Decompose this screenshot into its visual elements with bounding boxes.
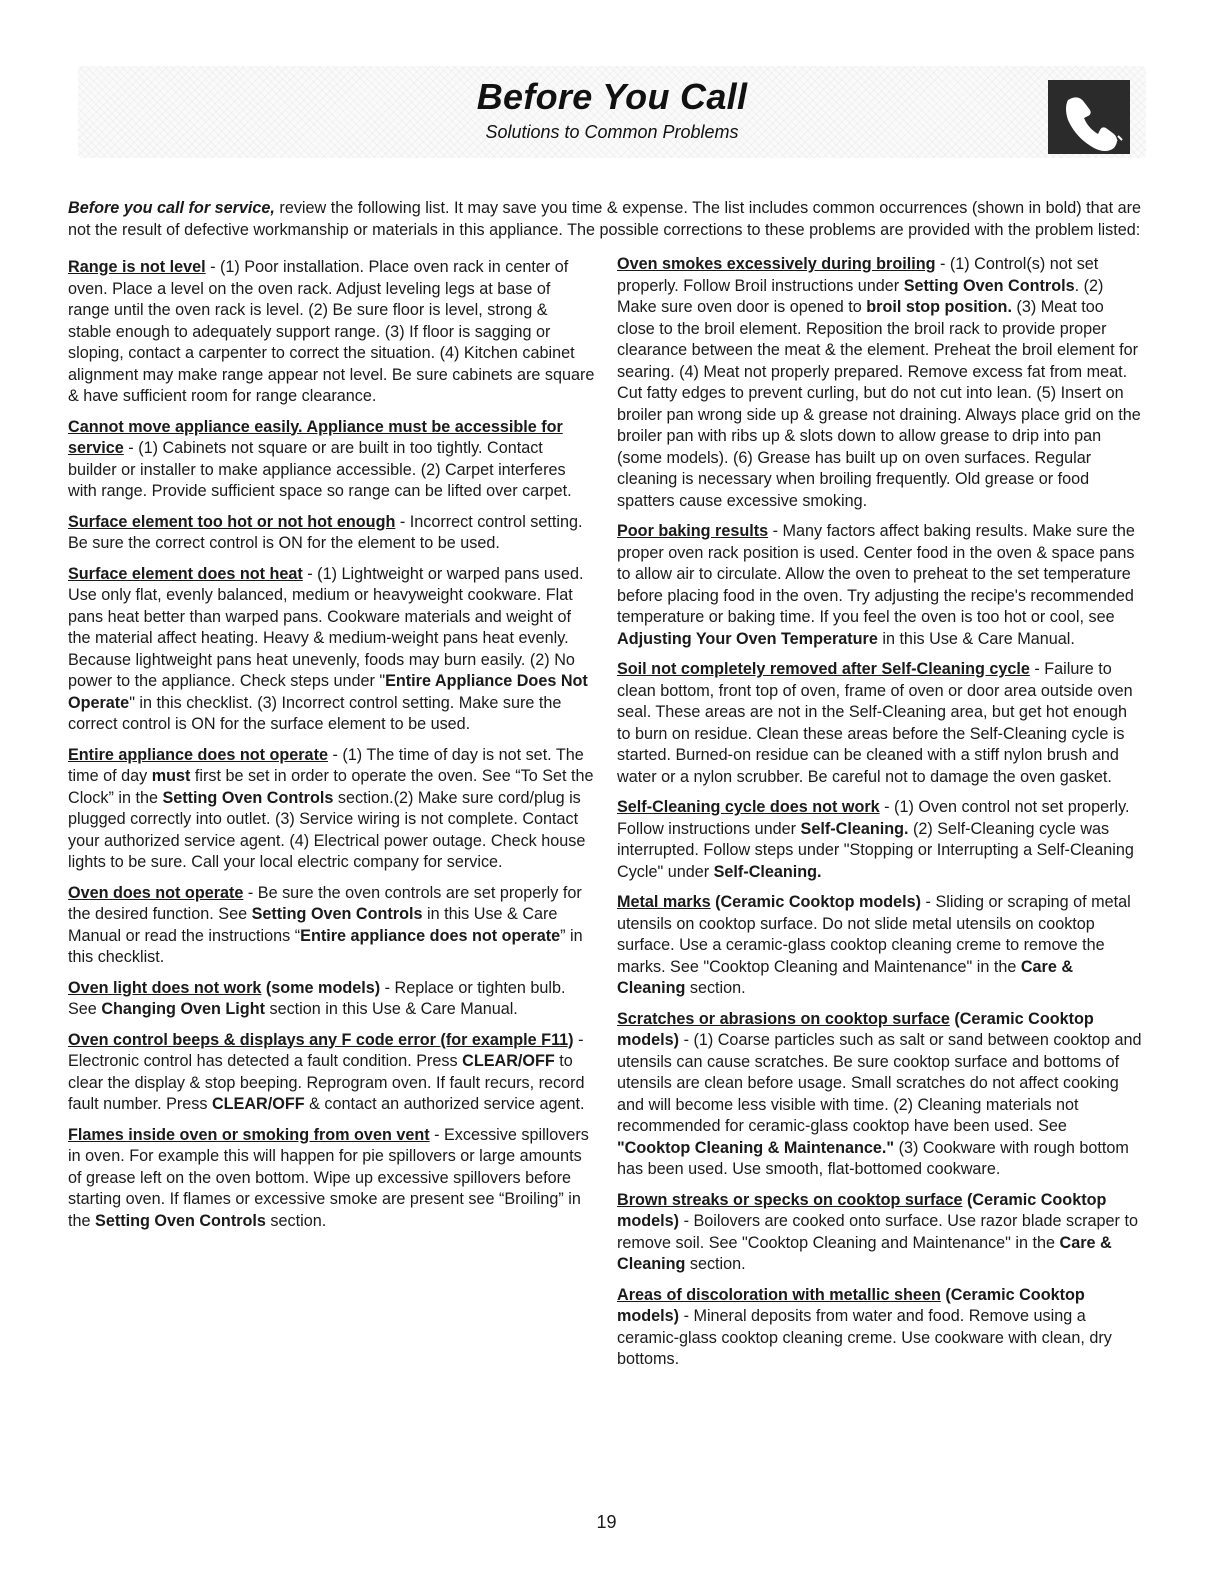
entry-text: - (1) The time of day is not set. The time of day — [68, 745, 584, 785]
entry-text: - (1) Lightweight or warped pans used. Use only flat, evenly balanced, medium or heavyweight cookware. Flat pans heat better than warped pans. Cookware materials and weight of the material affect heating. Heavy & medium-weight pans heat evenly. Because lightweight pans heat unevenly, foods may burn easily. (2) No power to the appliance. Check steps under " — [68, 564, 584, 690]
troubleshooting-entry — [68, 417, 595, 503]
problem-title: Surface element too hot or not hot enough — [68, 512, 396, 531]
problem-title: Self-Cleaning cycle does not work — [617, 798, 880, 816]
entry-text: - Boilovers are cooked onto surface. Use razor blade scraper to remove soil. See "Cooktop Cleaning and Maintenance" in the — [617, 1212, 1138, 1252]
page-title: Before You Call — [476, 76, 748, 117]
emphasis: Setting Oven Controls — [903, 276, 1075, 295]
problem-title: Brown streaks or specks on cooktop surface — [617, 1190, 963, 1209]
troubleshooting-entry — [617, 254, 1144, 512]
problem-title: Metal marks — [617, 893, 711, 911]
troubleshooting-entry — [68, 1030, 595, 1116]
problem-title: Scratches or abrasions on cooktop surface — [617, 1009, 950, 1028]
entry-text: - Sliding or scraping of metal utensils on cooktop surface. Do not slide metal utensils on cooktop surface. Use a ceramic-glass cooktop cleaning creme to remove the marks. See "Cooktop Cleaning and Maintenance" in the — [617, 893, 1131, 976]
entry-text: ” in this checklist. — [68, 926, 583, 966]
entry-text: - Excessive spillovers in oven. For example this will happen for pie spillovers or large amounts of grease left on the oven bottom. Wipe up excessive spillovers before starting oven. If flames or excessive smoke are present see “Broiling” in the — [68, 1125, 589, 1230]
problem-title: Oven control beeps & displays any F code error (for example F11) — [68, 1030, 574, 1049]
troubleshooting-entry — [617, 797, 1144, 883]
intro-text: review the following list. It may save you time & expense. The list includes common occurrences (shown in bold) that are not the result of defective workmanship or materials in this appliance. The possible corrections to these problems are provided with the problem listed: — [68, 199, 1142, 239]
entry-text: - Mineral deposits from water and food. Remove using a ceramic-glass cooktop cleaning creme. Use cookware with clean, dry bottoms. — [617, 1307, 1112, 1368]
problem-qualifier: (Ceramic Cooktop models) — [617, 1285, 1085, 1325]
emphasis: Entire Appliance Does Not Operate — [68, 672, 588, 712]
entry-text: - Be sure the oven controls are set properly for the desired function. See — [68, 883, 582, 923]
problem-qualifier: (some models) — [261, 978, 381, 997]
intro-lead: Before you call for service, — [68, 199, 275, 218]
entry-text: section in this Use & Care Manual. — [264, 1000, 518, 1018]
entry-text: (3) Meat too close to the broil element. Reposition the broil rack to provide proper clearance between the meat & the element. Preheat the broil element for searing. (4) Meat not properly prepared. Remove excess fat from meat. Cut fatty edges to prevent curling, but do not cut into lean. (5) Insert on broiler pan wrong side up & grease not draining. Always place grid on the broiler pan with ribs up & slots down to allow grease to drip into pan (some models). (6) Grease has built up on oven surfaces. Regular cleaning is necessary when broiling frequently. Old grease or food spatters cause excessive smoking. — [617, 298, 1141, 510]
intro-paragraph — [68, 198, 1143, 241]
troubleshooting-entry — [68, 883, 595, 969]
problem-title: Oven does not operate — [68, 883, 244, 902]
problem-qualifier: (Ceramic Cooktop models) — [617, 1190, 1107, 1230]
entry-text: section. — [265, 1211, 327, 1230]
entry-text: - Incorrect control setting. Be sure the correct control is ON for the element to be used. — [68, 512, 583, 552]
problem-title: Flames inside oven or smoking from oven vent — [68, 1125, 430, 1144]
problem-title: Areas of discoloration with metallic sheen — [617, 1285, 941, 1304]
phone-icon — [1048, 80, 1130, 154]
problem-title: Surface element does not heat — [68, 564, 303, 583]
emphasis: "Cooktop Cleaning & Maintenance." — [617, 1138, 895, 1157]
entry-text: & contact an authorized service agent. — [304, 1095, 585, 1113]
problem-title: Oven light does not work — [68, 978, 262, 997]
troubleshooting-entry — [68, 512, 595, 555]
entry-text: - Failure to clean bottom, front top of oven, frame of oven or door area outside oven seal. These areas are not in the Self-Cleaning area, but get hot enough to burn on residue. Clean these areas before the Self-Cleaning cycle is started. Burned-on residue can be cleaned with a stiff nylon brush and water or a nylon scrubber. Be careful not to damage the oven gasket. — [617, 660, 1133, 786]
entry-text: - (1) Control(s) not set properly. Follow Broil instructions under — [617, 255, 1099, 295]
troubleshooting-entry — [68, 564, 595, 736]
left-column — [68, 257, 595, 1241]
troubleshooting-entry — [617, 659, 1144, 788]
entry-text: section. — [685, 979, 746, 997]
troubleshooting-entry — [68, 745, 595, 874]
entry-text: - (1) Oven control not set properly. Follow instructions under — [617, 798, 1130, 838]
emphasis: broil stop position. — [866, 298, 1012, 316]
troubleshooting-entry — [617, 1285, 1144, 1371]
emphasis: Setting Oven Controls — [162, 788, 334, 807]
problem-title: Cannot move appliance easily. Appliance must be accessible for service — [68, 417, 563, 457]
entry-text: - (1) Cabinets not square or are built in too tightly. Contact builder or installer to make appliance accessible. (2) Carpet interferes with range. Provide sufficient space so range can be lifted over carpet. — [68, 439, 572, 500]
page-number: 19 — [596, 1512, 617, 1532]
header-banner — [78, 66, 1146, 158]
entry-text: section. — [685, 1255, 746, 1273]
troubleshooting-entry — [617, 521, 1144, 650]
emphasis: Entire appliance does not operate — [300, 926, 561, 945]
entry-text: . (2) Make sure oven door is opened to — [617, 276, 1104, 316]
entry-text: to clear the display & stop beeping. Reprogram oven. If fault recurs, record fault number. Press — [68, 1052, 585, 1113]
problem-title: Poor baking results — [617, 522, 769, 540]
emphasis: Adjusting Your Oven Temperature — [617, 629, 878, 648]
emphasis: CLEAR/OFF — [462, 1052, 555, 1070]
troubleshooting-entry — [617, 1190, 1144, 1276]
entry-text: in this Use & Care Manual or read the instructions “ — [68, 905, 558, 945]
troubleshooting-entry — [617, 892, 1144, 1000]
emphasis: Changing Oven Light — [101, 1000, 265, 1018]
emphasis: Self-Cleaning. — [713, 862, 822, 881]
problem-qualifier: (Ceramic Cooktop models) — [617, 1009, 1094, 1049]
emphasis: Care & Cleaning — [617, 957, 1074, 997]
troubleshooting-entry — [68, 257, 595, 408]
troubleshooting-entry — [68, 978, 595, 1021]
entry-text: - Many factors affect baking results. Make sure the proper oven rack position is used. Center food in the oven & space pans to allow air to circulate. Allow the oven to preheat to the set temperature before placing food in the oven. Try adjusting the recipe's recommended temperature or baking time. If you feel the oven is too hot or cool, see — [617, 522, 1135, 626]
problem-title: Soil not completely removed after Self-Cleaning cycle — [617, 660, 1030, 678]
entry-text: " in this checklist. (3) Incorrect control setting. Make sure the correct control is ON for the surface element to be used. — [68, 693, 562, 733]
problem-title: Entire appliance does not operate — [68, 745, 328, 764]
emphasis: Self-Cleaning. — [800, 819, 909, 838]
entry-text: section.(2) Make sure cord/plug is plugged correctly into outlet. (3) Service wiring is not complete. Contact your authorized service agent. (4) Electrical power outage. Check house lights to be sure. Call your local electric company for service. — [68, 788, 586, 871]
troubleshooting-entry — [617, 1009, 1144, 1181]
emphasis: Setting Oven Controls — [95, 1211, 266, 1230]
entry-text: - Electronic control has detected a fault condition. Press — [68, 1030, 584, 1070]
emphasis: must — [151, 767, 191, 785]
entry-text: - Replace or tighten bulb. See — [68, 978, 566, 1018]
emphasis: Setting Oven Controls — [251, 905, 423, 923]
problem-qualifier: (Ceramic Cooktop models) — [710, 893, 922, 911]
page-subtitle: Solutions to Common Problems — [485, 122, 739, 142]
entry-text: first be set in order to operate the oven. See “To Set the Clock” in the — [68, 767, 594, 807]
entry-text: (2) Self-Cleaning cycle was interrupted. Follow steps under "Stopping or Interrupting a Self-Cleaning Cycle" under — [617, 819, 1134, 881]
problem-title: Range is not level — [68, 258, 206, 276]
emphasis: CLEAR/OFF — [211, 1095, 305, 1113]
entry-text: (3) Cookware with rough bottom has been used. Use smooth, flat-bottomed cookware. — [617, 1138, 1129, 1178]
right-column — [617, 254, 1144, 1380]
emphasis: Care & Cleaning — [617, 1233, 1112, 1273]
entry-text: - (1) Poor installation. Place oven rack in center of oven. Place a level on the oven rack. Adjust leveling legs at base of range until the oven rack is level. (2) Be sure floor is level, strong & stable enough to adequately support range. (3) If floor is sagging or sloping, contact a carpenter to correct the situation. (4) Kitchen cabinet alignment may make range appear not level. Be sure cabinets are square & have sufficient room for range clearance. — [68, 258, 595, 405]
entry-text: in this Use & Care Manual. — [877, 629, 1075, 648]
entry-text: - (1) Coarse particles such as salt or sand between cooktop and utensils can cause scratches. Be sure cooktop surface and bottoms of utensils are clean before usage. Small scratches do not affect cooking and will become less visible with time. (2) Cleaning materials not recommended for ceramic-glass cooktop have been used. See — [617, 1031, 1142, 1135]
troubleshooting-entry — [68, 1125, 595, 1233]
problem-title: Oven smokes excessively during broiling — [617, 255, 936, 273]
